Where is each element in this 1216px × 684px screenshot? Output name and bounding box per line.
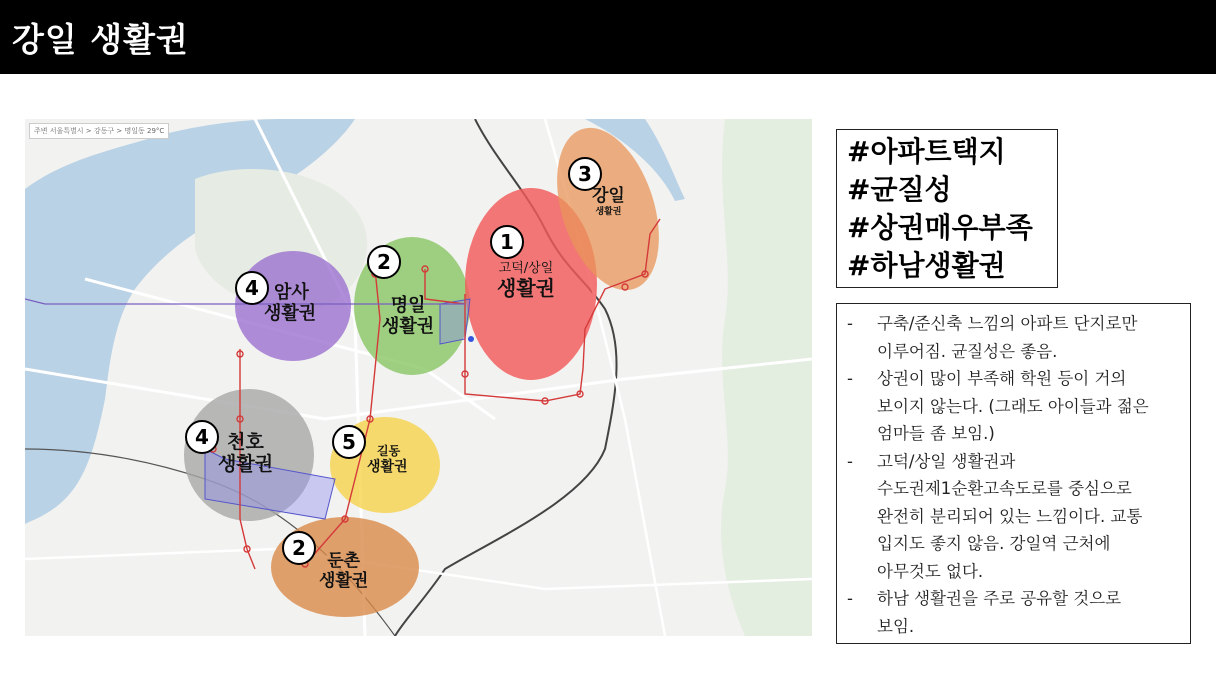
note-text: 상권이 많이 부족해 학원 등이 거의 보이지 않는다. (그래도 아이들과 젊은 엄마들 좀 보임.) [877, 369, 1149, 443]
zone-number-badge: 5 [332, 425, 366, 459]
header-bar [0, 0, 1216, 74]
zone-label-amsa: 암사 생활권 [264, 282, 317, 324]
bullet-dash: - [847, 589, 853, 608]
note-item [843, 365, 1182, 448]
zone-number-badge: 2 [282, 531, 316, 565]
zone-label-gildong: 길동 생활권 [367, 444, 408, 475]
bullet-dash: - [847, 314, 853, 333]
station-marker [468, 336, 474, 342]
note-item [843, 310, 1182, 365]
note-item [843, 585, 1182, 640]
map-toolbar: 주변 서울특별시 > 강동구 > 명일동 29°C [29, 123, 169, 139]
zone-number-badge: 1 [490, 225, 524, 259]
hashtag: #아파트택지 [847, 135, 1006, 168]
zone-label-dunchon: 둔촌 생활권 [319, 551, 369, 591]
map-image [25, 119, 812, 636]
note-text: 구축/준신축 느낌의 아파트 단지로만 이루어짐. 균질성은 좋음. [877, 314, 1138, 361]
zone-label-gangil: 강일 생활권 [592, 186, 625, 217]
green-area-east [721, 119, 812, 636]
hashtag: #하남생활권 [847, 249, 1006, 282]
note-item [843, 448, 1182, 586]
zone-number-badge: 2 [367, 245, 401, 279]
zone-label-myeongil: 명일 생활권 [382, 295, 435, 337]
bullet-dash: - [847, 451, 853, 471]
zone-number-badge: 4 [235, 271, 269, 305]
note-text: 고덕/상일 생활권과 수도권제1순환고속도로를 중심으로 완전히 분리되어 있는 느낌이다. 교통 입지도 좋지 않음. 강일역 근처에 아무것도 없다. [877, 451, 1143, 581]
note-text: 하남 생활권을 주로 공유할 것으로 보임. [877, 589, 1122, 636]
zone-number-badge: 4 [185, 420, 219, 454]
zone-number-badge: 3 [568, 157, 602, 191]
zone-label-cheonho: 천호 생활권 [218, 431, 274, 475]
hashtag: #균질성 [847, 173, 952, 206]
hashtag-box [836, 129, 1058, 288]
hashtag: #상권매우부족 [847, 211, 1033, 244]
map-base [25, 119, 812, 636]
notes-box [836, 303, 1191, 644]
page-title: 강일 생활권 [12, 20, 189, 59]
bullet-dash: - [847, 369, 853, 388]
zone-label-godeok: 고덕/상일 생활권 [497, 261, 555, 300]
